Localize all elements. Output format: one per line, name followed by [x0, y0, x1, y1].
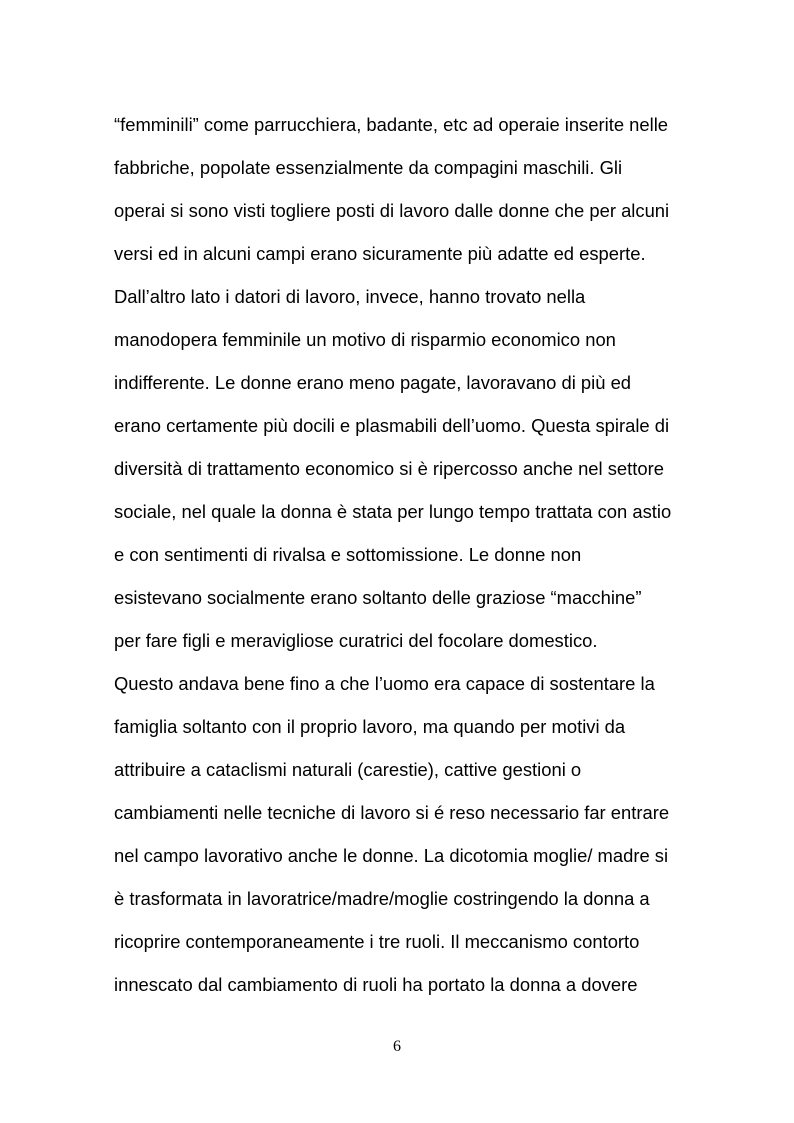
- text-line: erano certamente più docili e plasmabili dell’uomo. Questa spirale di: [114, 415, 670, 436]
- text-line: famiglia soltanto con il proprio lavoro, ma quando per motivi da: [114, 716, 626, 737]
- text-line: “femminili” come parrucchiera, badante, etc ad operaie inserite nelle: [114, 114, 669, 135]
- text-line: diversità di trattamento economico si è ripercosso anche nel settore: [114, 458, 664, 479]
- text-line: ricoprire contemporaneamente i tre ruoli. Il meccanismo contorto: [114, 931, 640, 952]
- text-line: sociale, nel quale la donna è stata per lungo tempo trattata con astio: [114, 501, 672, 522]
- text-line: manodopera femminile un motivo di risparmio economico non: [114, 329, 616, 350]
- text-line: fabbriche, popolate essenzialmente da compagini maschili. Gli: [114, 157, 623, 178]
- text-line: operai si sono visti togliere posti di lavoro dalle donne che per alcuni: [114, 200, 670, 221]
- text-line: Dall’altro lato i datori di lavoro, invece, hanno trovato nella: [114, 286, 586, 307]
- text-line: è trasformata in lavoratrice/madre/moglie costringendo la donna a: [114, 888, 650, 909]
- text-line: nel campo lavorativo anche le donne. La dicotomia moglie/ madre si: [114, 845, 669, 866]
- text-line: attribuire a cataclismi naturali (carestie), cattive gestioni o: [114, 759, 582, 780]
- text-line: Questo andava bene fino a che l’uomo era capace di sostentare la: [114, 673, 655, 694]
- body-text: [114, 111, 704, 1014]
- text-line: indifferente. Le donne erano meno pagate, lavoravano di più ed: [114, 372, 632, 393]
- text-line: cambiamenti nelle tecniche di lavoro si é reso necessario far entrare: [114, 802, 670, 823]
- text-line: per fare figli e meravigliose curatrici del focolare domestico.: [114, 630, 598, 651]
- text-line: innescato dal cambiamento di ruoli ha portato la donna a dovere: [114, 974, 638, 995]
- text-line: e con sentimenti di rivalsa e sottomissione. Le donne non: [114, 544, 582, 565]
- text-line: versi ed in alcuni campi erano sicuramente più adatte ed esperte.: [114, 243, 646, 264]
- text-line: esistevano socialmente erano soltanto delle graziose “macchine”: [114, 587, 642, 608]
- page-number: 6: [393, 1038, 401, 1055]
